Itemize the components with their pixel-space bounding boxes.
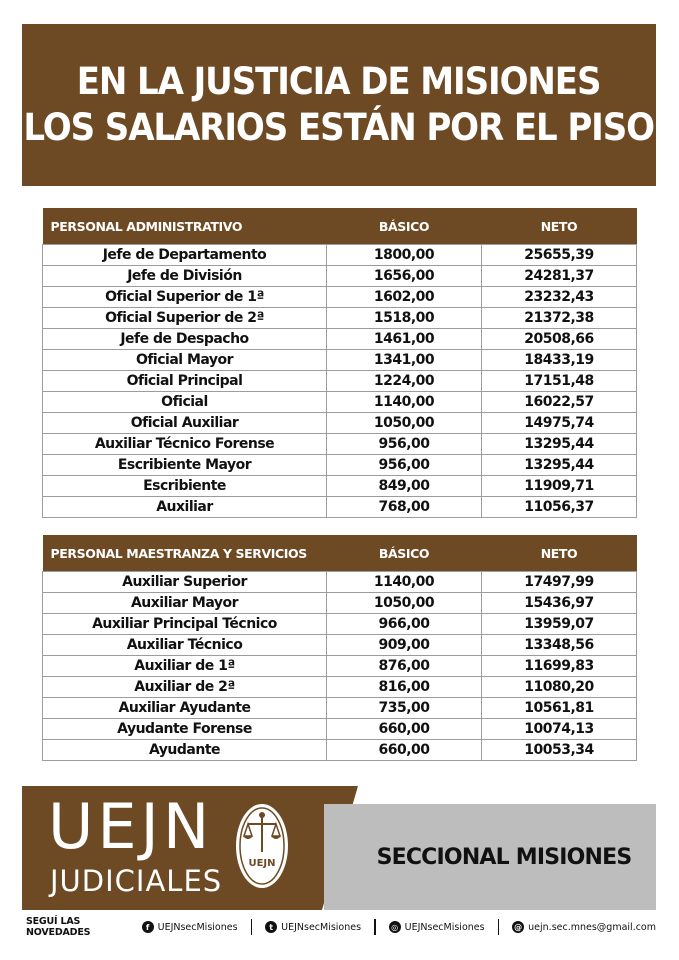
table-header-row <box>43 535 637 572</box>
cell-position: Ayudante <box>43 740 327 761</box>
cell-neto: 14975,74 <box>482 413 637 434</box>
email-link[interactable] <box>512 921 656 933</box>
cell-neto: 24281,37 <box>482 266 637 287</box>
cell-neto: 10561,81 <box>482 698 637 719</box>
uejn-logo-panel <box>22 786 322 910</box>
footer-divider <box>374 919 376 935</box>
cell-neto: 13295,44 <box>482 455 637 476</box>
table-row <box>43 392 637 413</box>
seccional-panel <box>324 804 656 910</box>
cell-neto: 13959,07 <box>482 614 637 635</box>
maintenance-services-salary-table <box>42 535 637 761</box>
emblem-label: UEJN <box>248 858 276 869</box>
column-header-basico: BÁSICO <box>327 208 482 245</box>
cell-neto: 10053,34 <box>482 740 637 761</box>
cell-basico: 956,00 <box>327 455 482 476</box>
cell-position: Jefe de Despacho <box>43 329 327 350</box>
justice-scales-emblem-icon <box>234 802 290 890</box>
cell-position: Oficial Auxiliar <box>43 413 327 434</box>
table-row <box>43 245 637 266</box>
cell-position: Jefe de Departamento <box>43 245 327 266</box>
email-address: uejn.sec.mnes@gmail.com <box>528 921 657 933</box>
footer-lead-text: SEGUÍ LAS NOVEDADES <box>26 916 91 938</box>
table-row <box>43 455 637 476</box>
title-banner <box>22 24 656 186</box>
cell-basico: 1461,00 <box>327 329 482 350</box>
cell-neto: 13348,56 <box>482 635 637 656</box>
cell-neto: 13295,44 <box>482 434 637 455</box>
administrative-salary-table <box>42 208 637 518</box>
social-footer <box>26 917 656 937</box>
cell-basico: 1140,00 <box>327 572 482 593</box>
column-header-category: PERSONAL ADMINISTRATIVO <box>43 208 327 245</box>
cell-position: Oficial Superior de 1ª <box>43 287 327 308</box>
table-row <box>43 413 637 434</box>
table-row <box>43 698 637 719</box>
cell-position: Oficial Superior de 2ª <box>43 308 327 329</box>
cell-neto: 17151,48 <box>482 371 637 392</box>
footer-divider <box>498 919 500 935</box>
cell-basico: 876,00 <box>327 656 482 677</box>
cell-basico: 1518,00 <box>327 308 482 329</box>
table-row <box>43 572 637 593</box>
cell-basico: 1602,00 <box>327 287 482 308</box>
table-row <box>43 593 637 614</box>
cell-position: Auxiliar Superior <box>43 572 327 593</box>
facebook-icon: f <box>142 921 154 933</box>
cell-basico: 1224,00 <box>327 371 482 392</box>
facebook-link[interactable] <box>142 921 238 933</box>
cell-basico: 1800,00 <box>327 245 482 266</box>
email-icon: @ <box>514 922 523 932</box>
cell-basico: 816,00 <box>327 677 482 698</box>
cell-neto: 23232,43 <box>482 287 637 308</box>
seccional-label: SECCIONAL MISIONES <box>376 844 632 870</box>
table-row <box>43 740 637 761</box>
cell-position: Oficial Principal <box>43 371 327 392</box>
cell-neto: 11699,83 <box>482 656 637 677</box>
uejn-logo-text: UEJN <box>48 790 214 863</box>
cell-position: Oficial <box>43 392 327 413</box>
cell-neto: 17497,99 <box>482 572 637 593</box>
cell-neto: 10074,13 <box>482 719 637 740</box>
cell-position: Jefe de División <box>43 266 327 287</box>
cell-position: Auxiliar Ayudante <box>43 698 327 719</box>
table-row <box>43 719 637 740</box>
cell-neto: 20508,66 <box>482 329 637 350</box>
column-header-neto: NETO <box>482 535 637 572</box>
cell-neto: 11909,71 <box>482 476 637 497</box>
cell-basico: 1341,00 <box>327 350 482 371</box>
cell-position: Auxiliar de 1ª <box>43 656 327 677</box>
table-row <box>43 614 637 635</box>
cell-neto: 18433,19 <box>482 350 637 371</box>
table-row <box>43 308 637 329</box>
table-row <box>43 371 637 392</box>
column-header-basico: BÁSICO <box>327 535 482 572</box>
twitter-icon: t <box>265 921 277 933</box>
cell-basico: 1050,00 <box>327 413 482 434</box>
cell-position: Auxiliar Técnico Forense <box>43 434 327 455</box>
table-row <box>43 635 637 656</box>
twitter-link[interactable] <box>265 921 361 933</box>
cell-neto: 15436,97 <box>482 593 637 614</box>
cell-basico: 909,00 <box>327 635 482 656</box>
table-row <box>43 329 637 350</box>
cell-basico: 956,00 <box>327 434 482 455</box>
table-row <box>43 434 637 455</box>
cell-neto: 11080,20 <box>482 677 637 698</box>
cell-position: Auxiliar Técnico <box>43 635 327 656</box>
facebook-handle: UEJNsecMisiones <box>157 921 238 933</box>
cell-position: Auxiliar de 2ª <box>43 677 327 698</box>
table-row <box>43 350 637 371</box>
judiciales-logo-text: JUDICIALES <box>50 864 223 898</box>
cell-basico: 660,00 <box>327 740 482 761</box>
column-header-neto: NETO <box>482 208 637 245</box>
cell-position: Auxiliar Mayor <box>43 593 327 614</box>
cell-neto: 25655,39 <box>482 245 637 266</box>
cell-position: Escribiente <box>43 476 327 497</box>
instagram-link[interactable] <box>389 921 485 933</box>
instagram-icon: ◎ <box>389 921 401 933</box>
cell-basico: 1140,00 <box>327 392 482 413</box>
table-row <box>43 266 637 287</box>
instagram-handle: UEJNsecMisiones <box>404 921 485 933</box>
cell-basico: 735,00 <box>327 698 482 719</box>
cell-neto: 21372,38 <box>482 308 637 329</box>
table-row <box>43 497 637 518</box>
cell-position: Auxiliar Principal Técnico <box>43 614 327 635</box>
title-line-2: LOS SALARIOS ESTÁN POR EL PISO <box>23 106 655 149</box>
cell-basico: 849,00 <box>327 476 482 497</box>
cell-position: Escribiente Mayor <box>43 455 327 476</box>
cell-basico: 660,00 <box>327 719 482 740</box>
cell-basico: 1050,00 <box>327 593 482 614</box>
title-line-1: EN LA JUSTICIA DE MISIONES <box>77 60 601 103</box>
cell-neto: 16022,57 <box>482 392 637 413</box>
footer-divider <box>251 919 253 935</box>
cell-basico: 1656,00 <box>327 266 482 287</box>
cell-neto: 11056,37 <box>482 497 637 518</box>
table-row <box>43 677 637 698</box>
cell-basico: 768,00 <box>327 497 482 518</box>
table-row <box>43 656 637 677</box>
cell-position: Auxiliar <box>43 497 327 518</box>
table-row <box>43 476 637 497</box>
cell-position: Ayudante Forense <box>43 719 327 740</box>
cell-basico: 966,00 <box>327 614 482 635</box>
table-row <box>43 287 637 308</box>
column-header-category: PERSONAL MAESTRANZA Y SERVICIOS <box>43 535 327 572</box>
table-header-row <box>43 208 637 245</box>
twitter-handle: UEJNsecMisiones <box>281 921 362 933</box>
cell-position: Oficial Mayor <box>43 350 327 371</box>
